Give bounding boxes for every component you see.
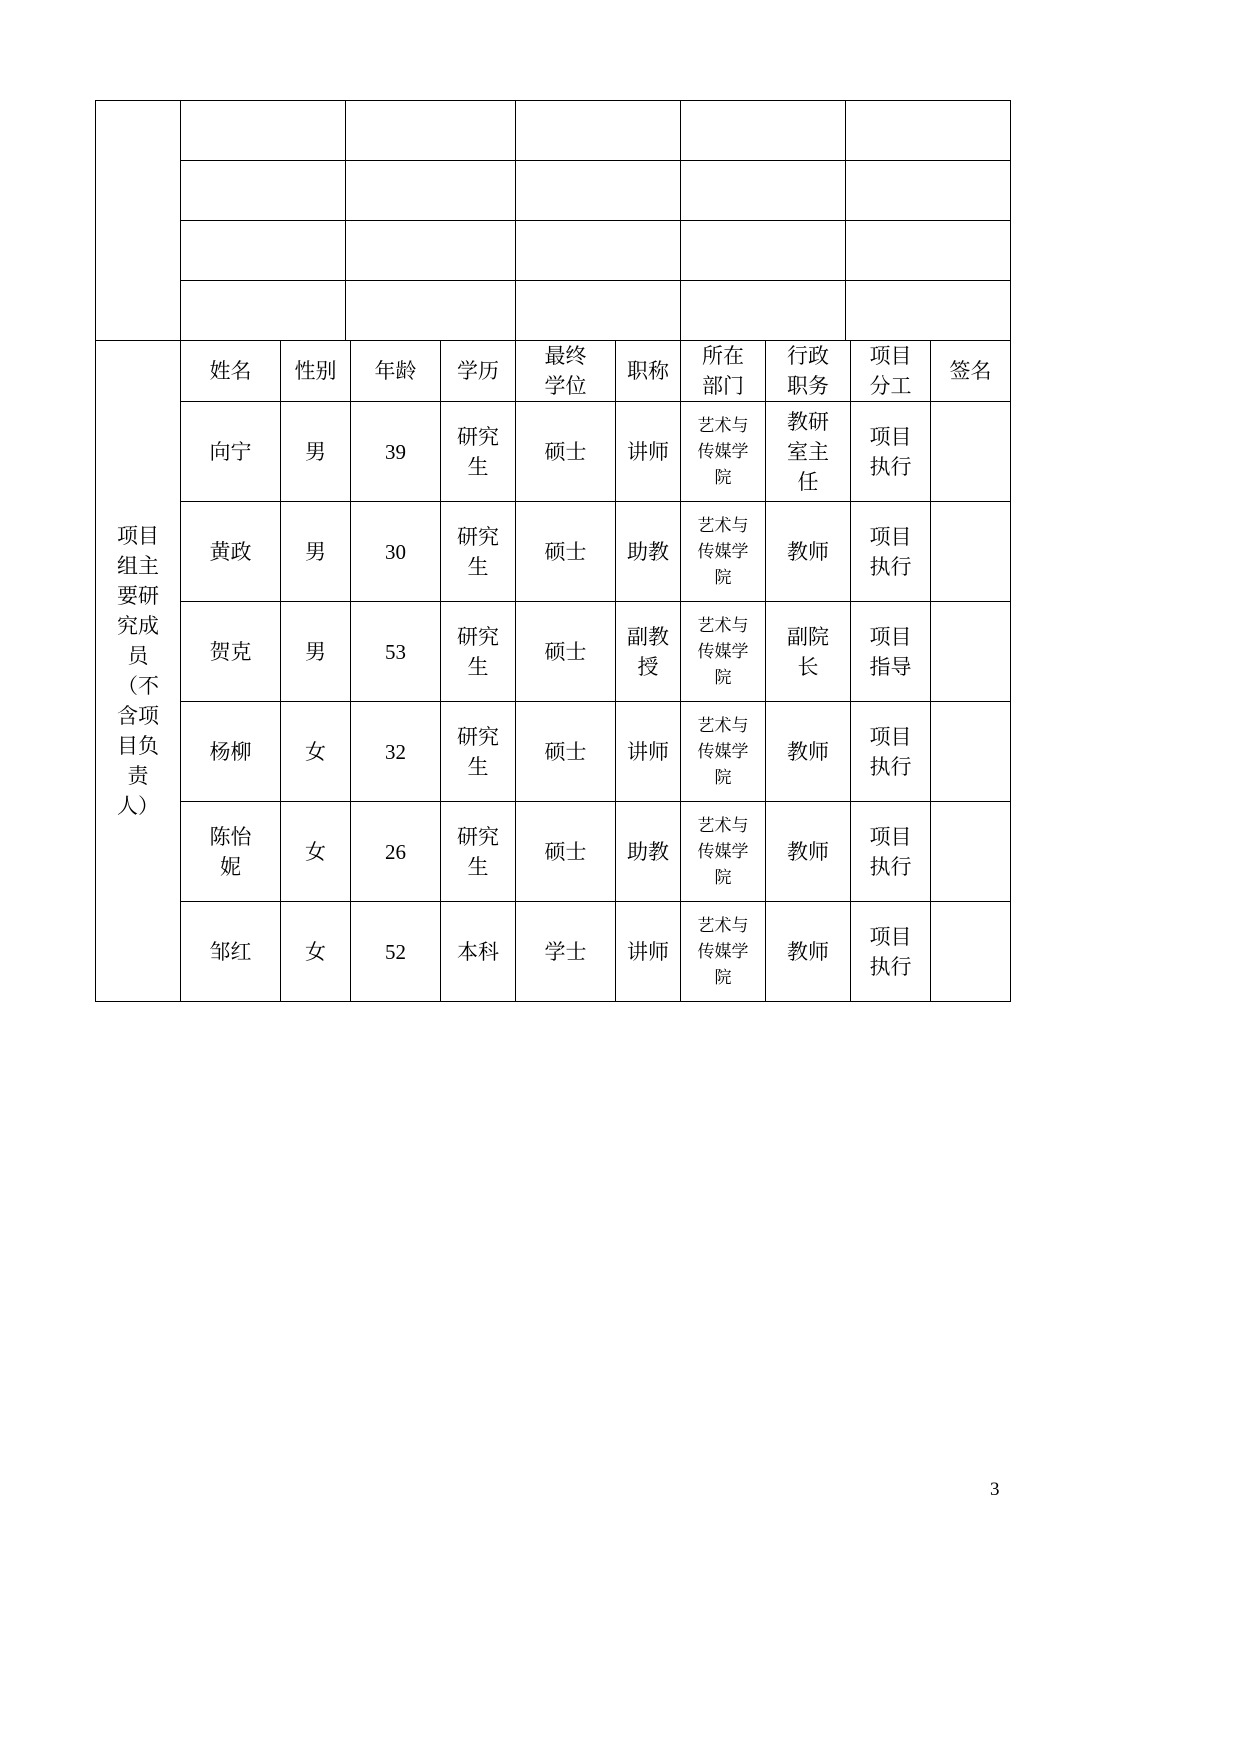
member-name-cell: 邹红 xyxy=(181,902,281,1002)
members-table xyxy=(95,340,1011,1002)
member-degree-cell: 硕士 xyxy=(516,602,616,702)
member-role-cell: 项目执行 xyxy=(851,402,931,502)
member-title-cell: 讲师 xyxy=(616,702,681,802)
empty-cell xyxy=(181,221,346,281)
empty-cell xyxy=(681,221,846,281)
member-age-cell: 26 xyxy=(351,802,441,902)
member-degree-cell: 硕士 xyxy=(516,402,616,502)
member-name-cell: 陈怡妮 xyxy=(181,802,281,902)
section-label: 项目组主要研究成员（不含项目负责人） xyxy=(96,341,181,1002)
member-age-cell: 30 xyxy=(351,502,441,602)
member-age-cell: 52 xyxy=(351,902,441,1002)
continuation-row xyxy=(96,101,1011,161)
member-age-cell: 53 xyxy=(351,602,441,702)
col-header-signature: 签名 xyxy=(931,341,1011,402)
continuation-table xyxy=(95,100,1011,341)
member-admin_post-cell: 副院长 xyxy=(766,602,851,702)
member-row xyxy=(96,802,1011,902)
empty-cell xyxy=(681,281,846,341)
member-signature-cell xyxy=(931,802,1011,902)
member-gender-cell: 女 xyxy=(281,802,351,902)
member-row xyxy=(96,502,1011,602)
member-admin_post-cell: 教师 xyxy=(766,802,851,902)
continuation-row xyxy=(96,221,1011,281)
continuation-table-body xyxy=(96,101,1011,341)
member-education-cell: 研究生 xyxy=(441,802,516,902)
col-header-education: 学历 xyxy=(441,341,516,402)
empty-cell xyxy=(516,281,681,341)
member-signature-cell xyxy=(931,702,1011,802)
member-role-cell: 项目执行 xyxy=(851,702,931,802)
member-education-cell: 研究生 xyxy=(441,502,516,602)
empty-cell xyxy=(181,161,346,221)
empty-cell xyxy=(346,221,516,281)
member-role-cell: 项目指导 xyxy=(851,602,931,702)
members-table-body xyxy=(96,341,1011,1002)
member-title-cell: 副教授 xyxy=(616,602,681,702)
member-department-cell: 艺术与传媒学院 xyxy=(681,802,766,902)
member-signature-cell xyxy=(931,402,1011,502)
member-education-cell: 研究生 xyxy=(441,702,516,802)
member-role-cell: 项目执行 xyxy=(851,502,931,602)
member-title-cell: 讲师 xyxy=(616,902,681,1002)
member-row xyxy=(96,702,1011,802)
member-gender-cell: 男 xyxy=(281,502,351,602)
col-header-title: 职称 xyxy=(616,341,681,402)
member-degree-cell: 学士 xyxy=(516,902,616,1002)
member-degree-cell: 硕士 xyxy=(516,702,616,802)
col-header-admin_post: 行政职务 xyxy=(766,341,851,402)
member-signature-cell xyxy=(931,902,1011,1002)
member-admin_post-cell: 教师 xyxy=(766,902,851,1002)
empty-cell xyxy=(346,281,516,341)
member-department-cell: 艺术与传媒学院 xyxy=(681,502,766,602)
member-department-cell: 艺术与传媒学院 xyxy=(681,702,766,802)
member-title-cell: 讲师 xyxy=(616,402,681,502)
member-age-cell: 39 xyxy=(351,402,441,502)
col-header-degree: 最终学位 xyxy=(516,341,616,402)
member-gender-cell: 男 xyxy=(281,402,351,502)
member-signature-cell xyxy=(931,502,1011,602)
member-name-cell: 黄政 xyxy=(181,502,281,602)
empty-cell xyxy=(516,161,681,221)
member-title-cell: 助教 xyxy=(616,802,681,902)
member-title-cell: 助教 xyxy=(616,502,681,602)
empty-cell xyxy=(346,161,516,221)
member-education-cell: 研究生 xyxy=(441,602,516,702)
member-row xyxy=(96,602,1011,702)
col-header-gender: 性别 xyxy=(281,341,351,402)
member-role-cell: 项目执行 xyxy=(851,902,931,1002)
empty-cell xyxy=(516,221,681,281)
empty-cell xyxy=(681,161,846,221)
empty-cell xyxy=(346,101,516,161)
col-header-role: 项目分工 xyxy=(851,341,931,402)
col-header-age: 年龄 xyxy=(351,341,441,402)
member-gender-cell: 女 xyxy=(281,702,351,802)
continuation-section-cell xyxy=(96,101,181,341)
member-role-cell: 项目执行 xyxy=(851,802,931,902)
member-signature-cell xyxy=(931,602,1011,702)
member-admin_post-cell: 教研室主任 xyxy=(766,402,851,502)
empty-cell xyxy=(846,221,1011,281)
member-admin_post-cell: 教师 xyxy=(766,702,851,802)
members-header-row xyxy=(96,341,1011,402)
empty-cell xyxy=(181,101,346,161)
member-admin_post-cell: 教师 xyxy=(766,502,851,602)
page-number: 3 xyxy=(990,1479,1000,1500)
empty-cell xyxy=(846,101,1011,161)
member-gender-cell: 男 xyxy=(281,602,351,702)
empty-cell xyxy=(181,281,346,341)
member-row xyxy=(96,902,1011,1002)
member-row xyxy=(96,402,1011,502)
empty-cell xyxy=(846,281,1011,341)
member-degree-cell: 硕士 xyxy=(516,502,616,602)
member-name-cell: 向宁 xyxy=(181,402,281,502)
col-header-department: 所在部门 xyxy=(681,341,766,402)
member-department-cell: 艺术与传媒学院 xyxy=(681,602,766,702)
continuation-row xyxy=(96,281,1011,341)
empty-cell xyxy=(846,161,1011,221)
member-education-cell: 研究生 xyxy=(441,402,516,502)
col-header-name: 姓名 xyxy=(181,341,281,402)
member-department-cell: 艺术与传媒学院 xyxy=(681,902,766,1002)
member-name-cell: 贺克 xyxy=(181,602,281,702)
member-gender-cell: 女 xyxy=(281,902,351,1002)
member-name-cell: 杨柳 xyxy=(181,702,281,802)
member-degree-cell: 硕士 xyxy=(516,802,616,902)
member-education-cell: 本科 xyxy=(441,902,516,1002)
continuation-row xyxy=(96,161,1011,221)
member-age-cell: 32 xyxy=(351,702,441,802)
member-department-cell: 艺术与传媒学院 xyxy=(681,402,766,502)
empty-cell xyxy=(516,101,681,161)
empty-cell xyxy=(681,101,846,161)
